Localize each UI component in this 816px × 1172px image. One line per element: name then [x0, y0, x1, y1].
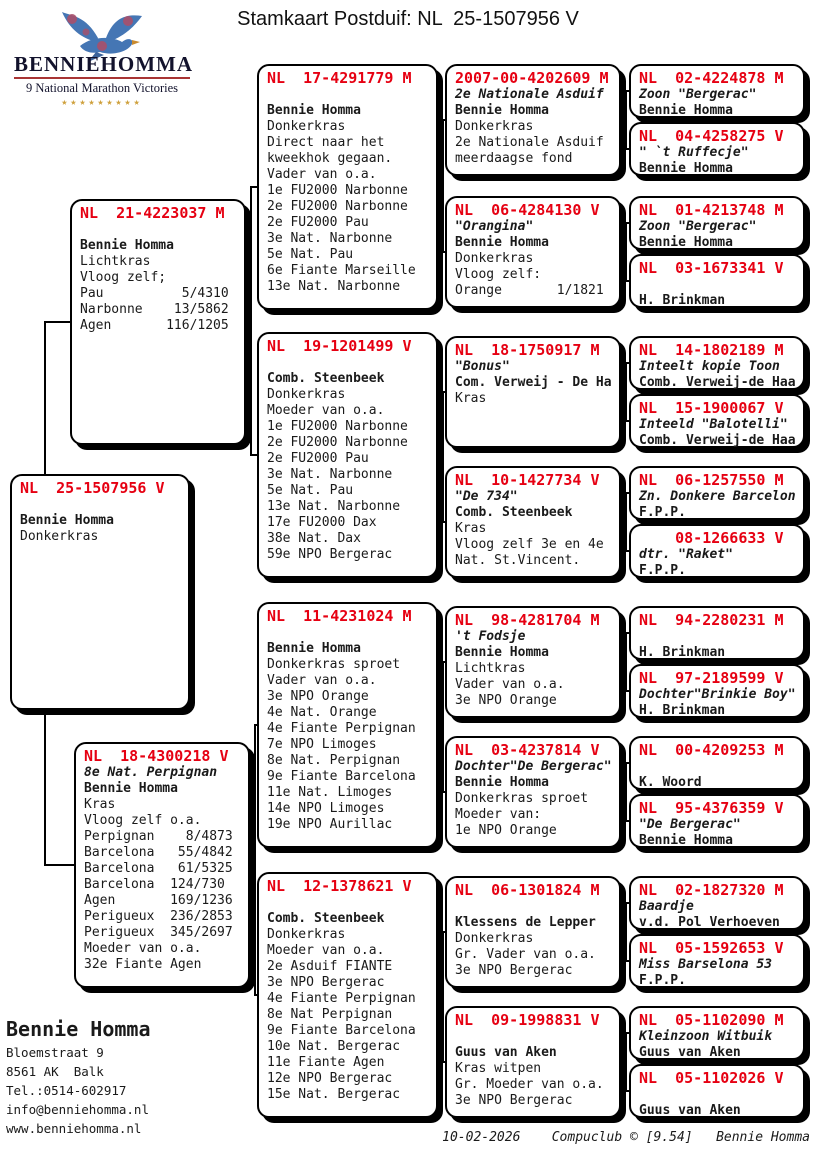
ring-number: 2007-00-4202609 M	[455, 69, 609, 87]
detail-line: Barcelona 55/4842	[84, 845, 233, 860]
ring-number: NL 98-4281704 M	[455, 611, 600, 629]
detail-line: Perigueux 236/2853	[84, 909, 233, 924]
detail-line: meerdaagse fond	[455, 151, 573, 166]
ring-number: NL 14-1802189 M	[639, 341, 784, 359]
connector-line	[442, 119, 444, 253]
ring-number: NL 18-1750917 M	[455, 341, 600, 359]
detail-line: 2e FU2000 Pau	[267, 215, 369, 230]
pigeon-nickname: 2e Nationale Asduif	[455, 87, 604, 102]
pedigree-box-g3	[257, 602, 438, 848]
owner-name: Bennie Homma	[455, 235, 549, 250]
owner-name: Bennie Homma	[267, 641, 361, 656]
detail-line: 2e Nationale Asduif	[455, 135, 604, 150]
owner-name: v.d. Pol Verhoeven	[639, 915, 780, 930]
detail-line: 3e NPO Orange	[455, 693, 557, 708]
connector-line	[625, 762, 627, 822]
detail-line: Kras	[455, 521, 487, 536]
pedigree-box-ggg4	[629, 254, 805, 308]
pedigree-box-g1	[257, 64, 438, 310]
detail-line: 6e Fiante Marseille	[267, 263, 416, 278]
owner-name: Bennie Homma	[267, 103, 361, 118]
ring-number: 08-1266633 V	[639, 529, 784, 547]
print-footer: 10-02-2026 Compuclub © [9.54] Bennie Homma	[442, 1130, 810, 1145]
detail-line: 1e NPO Orange	[455, 823, 557, 838]
breeder-address-block	[6, 1016, 151, 1138]
pedigree-box-ggg7	[629, 466, 805, 520]
pigeon-nickname: "De Bergerac"	[639, 817, 741, 832]
pedigree-box-ggg12	[629, 794, 805, 848]
ring-number: NL 19-1201499 V	[267, 337, 412, 355]
pigeon-nickname: "De 734"	[455, 489, 518, 504]
detail-line: Vloog zelf o.a.	[84, 813, 202, 828]
detail-line: Moeder van:	[455, 807, 542, 822]
ring-number: NL 94-2280231 M	[639, 611, 784, 629]
pedigree-box-root	[10, 474, 190, 710]
pedigree-box-ggg16	[629, 1064, 805, 1118]
connector-line	[625, 90, 627, 150]
detail-line: Donkerkras	[455, 251, 534, 266]
address-phone: Tel.:0514-602917	[6, 1083, 127, 1098]
address-website: www.benniehomma.nl	[6, 1121, 142, 1136]
ring-number: NL 17-4291779 M	[267, 69, 412, 87]
ring-number: NL 18-4300218 V	[84, 747, 229, 765]
detail-line: Nat. St.Vincent.	[455, 553, 581, 568]
owner-name: H. Brinkman	[639, 703, 726, 718]
detail-line: Perigueux 345/2697	[84, 925, 233, 940]
pigeon-nickname	[455, 899, 611, 915]
owner-name: F.P.P.	[639, 563, 686, 578]
connector-line	[442, 661, 444, 793]
detail-line: 11e Nat. Limoges	[267, 785, 393, 800]
ring-number: NL 21-4223037 M	[80, 204, 225, 222]
detail-line: 9e Fiante Barcelona	[267, 769, 416, 784]
ring-number: NL 05-1592653 V	[639, 939, 784, 957]
detail-line: 59e NPO Bergerac	[267, 547, 393, 562]
pigeon-nickname: " `t Ruffecje"	[639, 145, 749, 160]
logo-stars: ★★★★★★★★★	[61, 97, 143, 108]
detail-line: Vader van o.a.	[267, 673, 377, 688]
owner-name: Bennie Homma	[639, 235, 733, 250]
detail-line: 14e NPO Limoges	[267, 801, 385, 816]
detail-line: 1e FU2000 Narbonne	[267, 183, 408, 198]
pedigree-box-ggg5	[629, 336, 805, 390]
pigeon-nickname: Zn. Donkere Barcelon	[639, 489, 796, 504]
ring-number: NL 01-4213748 M	[639, 201, 784, 219]
pedigree-box-ggg14	[629, 934, 805, 988]
detail-line: Lichtkras	[455, 661, 526, 676]
detail-line: 2e FU2000 Pau	[267, 451, 369, 466]
connector-line	[625, 492, 627, 552]
detail-line: Vloog zelf:	[455, 267, 542, 282]
logo-name-right: HOMMA	[100, 52, 194, 76]
pigeon-nickname: "Bonus"	[455, 359, 510, 374]
pigeon-nickname: "Orangina"	[455, 219, 534, 234]
pigeon-nickname	[639, 1087, 795, 1103]
detail-line: Pau 5/4310	[80, 286, 229, 301]
pedigree-box-ggg8	[629, 524, 805, 578]
detail-line: 3e NPO Orange	[267, 689, 369, 704]
page-title: Stamkaart Postduif: NL 25-1507956 V	[237, 8, 579, 30]
connector-line	[250, 454, 257, 456]
detail-line: Donkerkras	[455, 119, 534, 134]
connector-line	[254, 724, 256, 996]
pedigree-box-ggg3	[629, 196, 805, 250]
owner-name: Bennie Homma	[455, 775, 549, 790]
detail-line: 3e Nat. Narbonne	[267, 231, 393, 246]
detail-line: kweekhok gegaan.	[267, 151, 393, 166]
detail-line: 2e FU2000 Narbonne	[267, 435, 408, 450]
pedigree-box-gg1	[445, 64, 621, 176]
pigeon-nickname: Inteeld "Balotelli"	[639, 417, 788, 432]
connector-line	[44, 864, 74, 866]
detail-line: Kras	[455, 391, 487, 406]
owner-name: Comb. Verweij-de Haa	[639, 433, 796, 448]
pigeon-nickname: Dochter"De Bergerac"	[455, 759, 612, 774]
ring-number: NL 06-1257550 M	[639, 471, 784, 489]
detail-line: 13e Nat. Narbonne	[267, 499, 401, 514]
detail-line: Donkerkras	[267, 119, 346, 134]
pedigree-box-gg7	[445, 876, 621, 988]
detail-line: 3e NPO Bergerac	[267, 975, 385, 990]
connector-line	[625, 222, 627, 282]
detail-line: Narbonne 13/5862	[80, 302, 229, 317]
detail-line: 2e FU2000 Narbonne	[267, 199, 408, 214]
detail-line: 15e Nat. Bergerac	[267, 1087, 401, 1102]
detail-line: 4e Fiante Perpignan	[267, 991, 416, 1006]
detail-line: Donkerkras	[267, 927, 346, 942]
detail-line: 1e FU2000 Narbonne	[267, 419, 408, 434]
detail-line: Direct naar het	[267, 135, 385, 150]
pigeon-nickname	[267, 87, 428, 103]
pigeon-nickname	[20, 497, 180, 513]
owner-name: Comb. Verweij-de Haa	[639, 375, 796, 390]
address-email: info@benniehomma.nl	[6, 1102, 149, 1117]
owner-name: Bennie Homma	[639, 103, 733, 118]
owner-name: Bennie Homma	[80, 238, 174, 253]
ring-number: NL 05-1102026 V	[639, 1069, 784, 1087]
detail-line: Kras witpen	[455, 1061, 542, 1076]
pigeon-nickname: dtr. "Raket"	[639, 547, 733, 562]
logo-underline	[14, 77, 190, 79]
detail-line: Barcelona 124/730	[84, 877, 225, 892]
pedigree-box-gg6	[445, 736, 621, 848]
pigeon-nickname	[639, 629, 795, 645]
detail-line: 7e NPO Limoges	[267, 737, 377, 752]
detail-line: 4e Fiante Perpignan	[267, 721, 416, 736]
detail-line: 5e Nat. Pau	[267, 247, 354, 262]
detail-line: Donkerkras sproet	[267, 657, 401, 672]
detail-line: Vader van o.a.	[455, 677, 565, 692]
ring-number: NL 02-4224878 M	[639, 69, 784, 87]
detail-line: Barcelona 61/5325	[84, 861, 233, 876]
pedigree-box-ggg10	[629, 664, 805, 718]
detail-line: Kras	[84, 797, 116, 812]
detail-line: 12e NPO Bergerac	[267, 1071, 393, 1086]
ring-number: NL 12-1378621 V	[267, 877, 412, 895]
detail-line: Donkerkras	[267, 387, 346, 402]
pigeon-nickname: Baardje	[639, 899, 694, 914]
address-city: 8561 AK Balk	[6, 1064, 104, 1079]
pedigree-box-p1	[70, 199, 246, 445]
detail-line: Agen 116/1205	[80, 318, 229, 333]
ring-number: NL 00-4209253 M	[639, 741, 784, 759]
detail-line: 4e Nat. Orange	[267, 705, 377, 720]
pedigree-box-gg3	[445, 336, 621, 448]
ring-number: NL 25-1507956 V	[20, 479, 165, 497]
detail-line: Gr. Vader van o.a.	[455, 947, 596, 962]
ring-number: NL 05-1102090 M	[639, 1011, 784, 1029]
owner-name: Comb. Steenbeek	[455, 505, 573, 520]
detail-line: Donkerkras	[455, 931, 534, 946]
pigeon-nickname	[455, 1029, 611, 1045]
detail-line: Agen 169/1236	[84, 893, 233, 908]
detail-line: 9e Fiante Barcelona	[267, 1023, 416, 1038]
pedigree-box-g2	[257, 332, 438, 578]
breeder-name: Bennie Homma	[6, 1017, 151, 1041]
detail-line: 8e Nat Perpignan	[267, 1007, 393, 1022]
connector-line	[625, 362, 627, 422]
ring-number: NL 10-1427734 V	[455, 471, 600, 489]
pigeon-nickname: 8e Nat. Perpignan	[84, 765, 218, 780]
owner-name: Bennie Homma	[20, 513, 114, 528]
connector-line	[44, 321, 70, 323]
detail-line: 13e Nat. Narbonne	[267, 279, 401, 294]
detail-line: Vader van o.a.	[267, 167, 377, 182]
pedigree-box-p2	[74, 742, 250, 988]
pigeon-nickname	[639, 759, 795, 775]
detail-line: 19e NPO Aurillac	[267, 817, 393, 832]
ring-number: NL 11-4231024 M	[267, 607, 412, 625]
owner-name: K. Woord	[639, 775, 702, 790]
pigeon-nickname: 't Fodsje	[455, 629, 526, 644]
detail-line: 17e FU2000 Dax	[267, 515, 377, 530]
pigeon-nickname: Inteelt kopie Toon	[639, 359, 780, 374]
pedigree-box-ggg1	[629, 64, 805, 118]
owner-name: H. Brinkman	[639, 645, 726, 660]
owner-name: Guus van Aken	[455, 1045, 557, 1060]
pigeon-nickname	[80, 222, 236, 238]
connector-line	[442, 931, 444, 1063]
pedigree-box-gg4	[445, 466, 621, 578]
ring-number: NL 03-4237814 V	[455, 741, 600, 759]
pigeon-nickname: Zoon "Bergerac"	[639, 87, 757, 102]
detail-line: 5e Nat. Pau	[267, 483, 354, 498]
detail-line: Donkerkras sproet	[455, 791, 589, 806]
detail-line: Vloog zelf 3e en 4e	[455, 537, 604, 552]
pigeon-nickname	[267, 625, 428, 641]
owner-name: Comb. Steenbeek	[267, 371, 385, 386]
pigeon-nickname: Miss Barselona 53	[639, 957, 773, 972]
pigeon-nickname	[267, 355, 428, 371]
detail-line: 3e NPO Bergerac	[455, 1093, 573, 1108]
logo-name-left: BENNIE	[14, 52, 101, 76]
connector-line	[625, 632, 627, 692]
pedigree-box-gg5	[445, 606, 621, 718]
owner-name: Com. Verweij - De Ha	[455, 375, 612, 390]
ring-number: NL 03-1673341 V	[639, 259, 784, 277]
owner-name: Guus van Aken	[639, 1103, 741, 1118]
detail-line: 32e Fiante Agen	[84, 957, 202, 972]
ring-number: NL 06-4284130 V	[455, 201, 600, 219]
detail-line: Donkerkras	[20, 529, 99, 544]
pigeon-nickname: Dochter"Brinkie Boy"	[639, 687, 796, 702]
pedigree-box-gg8	[445, 1006, 621, 1118]
detail-line: Gr. Moeder van o.a.	[455, 1077, 604, 1092]
pedigree-box-ggg2	[629, 122, 805, 176]
detail-line: Moeder van o.a.	[267, 943, 385, 958]
logo-subtitle: 9 National Marathon Victories	[25, 81, 179, 95]
detail-line: Orange 1/1821	[455, 283, 604, 298]
ring-number: NL 06-1301824 M	[455, 881, 600, 899]
connector-line	[250, 186, 257, 188]
ring-number: NL 95-4376359 V	[639, 799, 784, 817]
pedigree-box-ggg6	[629, 394, 805, 448]
ring-number: NL 02-1827320 M	[639, 881, 784, 899]
detail-line: 38e Nat. Dax	[267, 531, 361, 546]
detail-line: 8e Nat. Perpignan	[267, 753, 401, 768]
owner-name: Comb. Steenbeek	[267, 911, 385, 926]
pedigree-box-ggg13	[629, 876, 805, 930]
owner-name: F.P.P.	[639, 973, 686, 988]
pedigree-box-ggg11	[629, 736, 805, 790]
owner-name: F.P.P.	[639, 505, 686, 520]
owner-name: Bennie Homma	[455, 103, 549, 118]
ring-number: NL 15-1900067 V	[639, 399, 784, 417]
pedigree-box-g4	[257, 872, 438, 1118]
owner-name: Bennie Homma	[639, 161, 733, 176]
address-street: Bloemstraat 9	[6, 1045, 104, 1060]
connector-line	[625, 902, 627, 962]
detail-line: 2e Asduif FIANTE	[267, 959, 393, 974]
connector-line	[625, 1032, 627, 1092]
detail-line: 3e NPO Bergerac	[455, 963, 573, 978]
ring-number: NL 97-2189599 V	[639, 669, 784, 687]
owner-name: Bennie Homma	[455, 645, 549, 660]
detail-line: 10e Nat. Bergerac	[267, 1039, 401, 1054]
owner-name: Klessens de Lepper	[455, 915, 596, 930]
owner-name: Bennie Homma	[84, 781, 178, 796]
connector-line	[442, 391, 444, 523]
pigeon-nickname: Zoon "Bergerac"	[639, 219, 757, 234]
detail-line: Moeder van o.a.	[84, 941, 202, 956]
owner-name: Guus van Aken	[639, 1045, 741, 1060]
detail-line: 11e Fiante Agen	[267, 1055, 385, 1070]
pedigree-box-gg2	[445, 196, 621, 308]
pedigree-box-ggg9	[629, 606, 805, 660]
connector-line	[250, 186, 252, 456]
pigeon-nickname: Kleinzoon Witbuik	[639, 1029, 773, 1044]
detail-line: Moeder van o.a.	[267, 403, 385, 418]
owner-name: Bennie Homma	[639, 833, 733, 848]
pigeon-nickname	[267, 895, 428, 911]
pigeon-nickname	[639, 277, 795, 293]
ring-number: NL 09-1998831 V	[455, 1011, 600, 1029]
owner-name: H. Brinkman	[639, 293, 726, 308]
detail-line: 3e Nat. Narbonne	[267, 467, 393, 482]
detail-line: Lichtkras	[80, 254, 151, 269]
pedigree-box-ggg15	[629, 1006, 805, 1060]
detail-line: Perpignan 8/4873	[84, 829, 233, 844]
detail-line: Vloog zelf;	[80, 270, 167, 285]
ring-number: NL 04-4258275 V	[639, 127, 784, 145]
